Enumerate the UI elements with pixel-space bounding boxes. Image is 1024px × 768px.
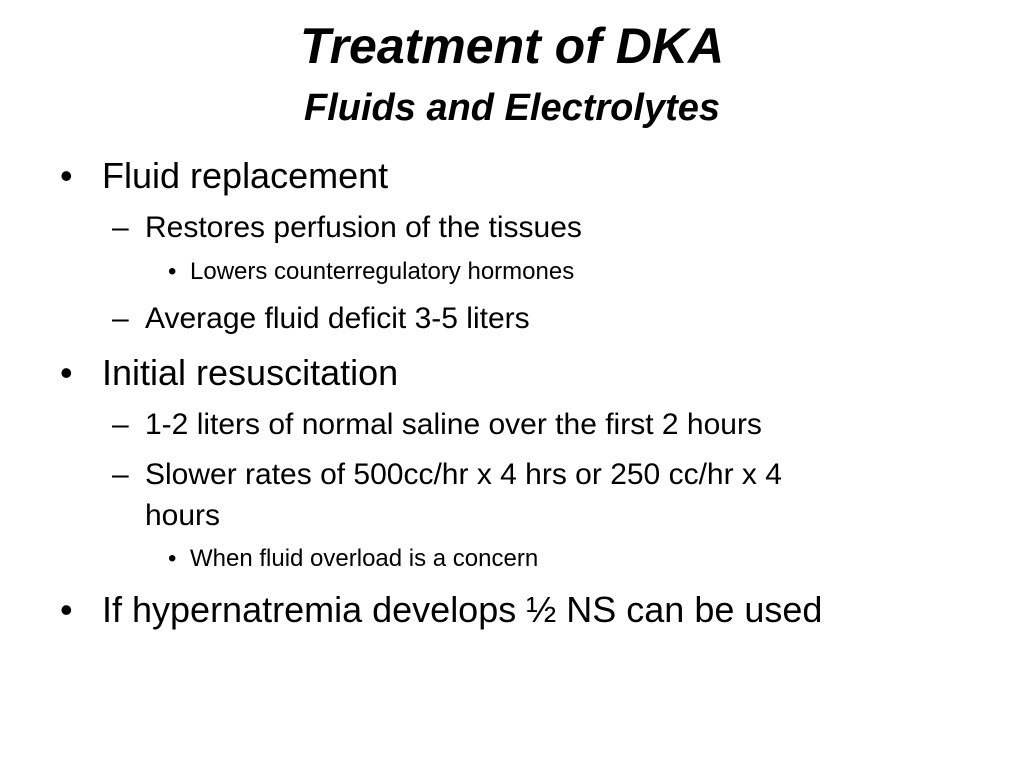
sub-sub-bullet-text: Lowers counterregulatory hormones xyxy=(190,258,575,285)
bullet-text: Fluid replacement xyxy=(102,155,389,196)
sub-bullet-text: Restores perfusion of the tissues xyxy=(145,211,582,244)
dash-marker: – xyxy=(112,211,129,244)
dash-marker: – xyxy=(112,458,129,491)
dash-marker: – xyxy=(112,302,129,335)
sub-bullet-text: Average fluid deficit 3-5 liters xyxy=(145,302,530,335)
dash-marker: – xyxy=(112,408,129,441)
bullet-marker: • xyxy=(60,155,73,196)
bullet-text: If hypernatremia develops ½ NS can be used xyxy=(102,589,823,630)
bullet-marker: • xyxy=(60,589,73,630)
bullet-marker: • xyxy=(168,258,177,285)
sub-bullet-continuation: hours xyxy=(145,499,221,532)
bullet-marker: • xyxy=(60,352,73,393)
sub-bullet-text: Slower rates of 500cc/hr x 4 hrs or 250 cc/hr x 4 xyxy=(145,458,782,491)
slide-subtitle: Fluids and Electrolytes xyxy=(304,87,720,129)
sub-sub-bullet-text: When fluid overload is a concern xyxy=(190,545,539,572)
sub-bullet-text: 1-2 liters of normal saline over the first 2 hours xyxy=(145,408,762,441)
slide-title: Treatment of DKA xyxy=(299,18,725,74)
bullet-marker: • xyxy=(168,545,177,572)
bullet-text: Initial resuscitation xyxy=(102,352,399,393)
